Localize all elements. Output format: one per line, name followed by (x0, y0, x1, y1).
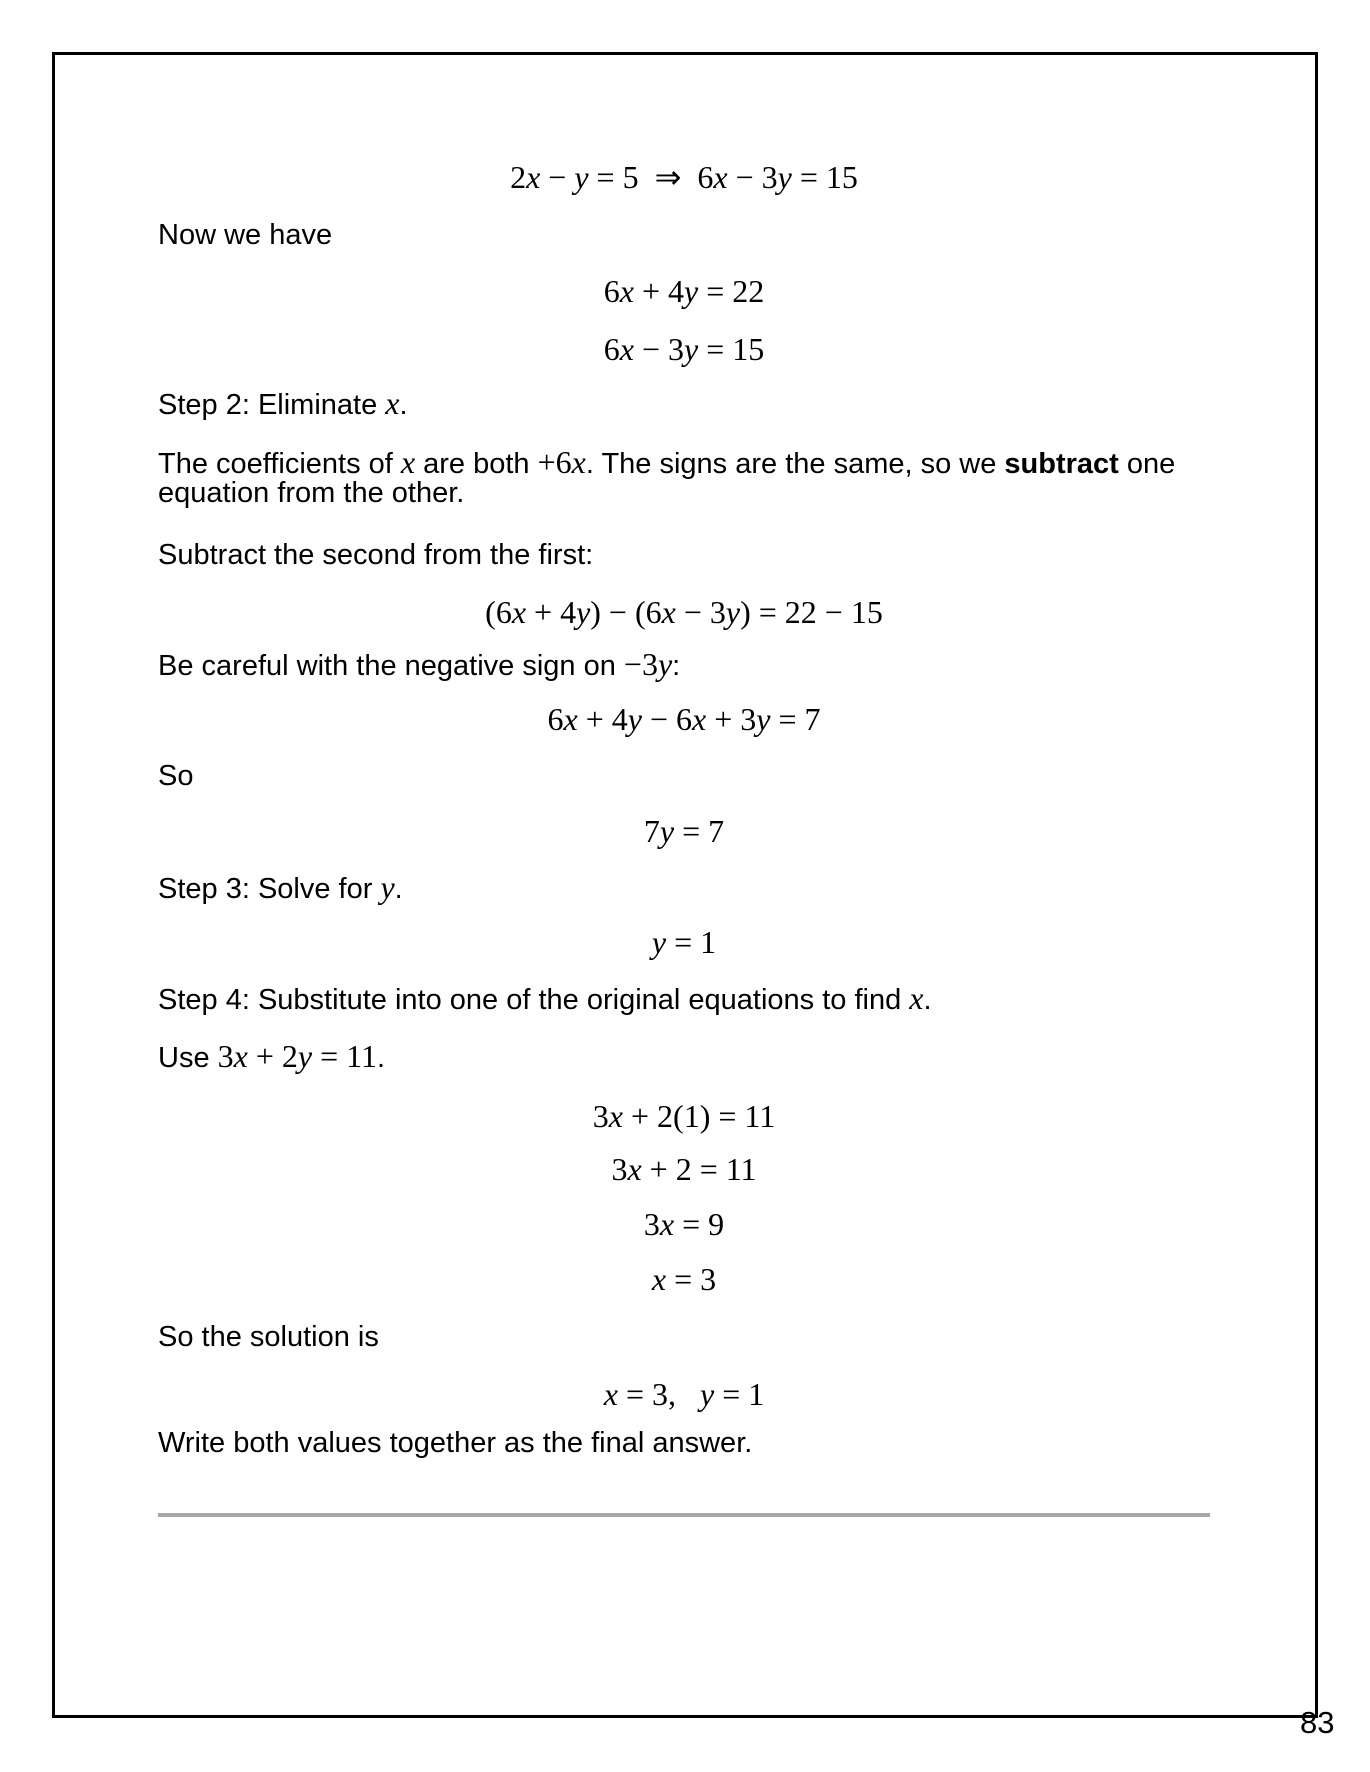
eq-system-2: 6x − 3y = 15 (603, 331, 765, 367)
careful-negative-sign: Be careful with the negative sign on −3y: (158, 646, 681, 682)
eq-final-solution: x = 3, y = 1 (603, 1376, 765, 1412)
step-3-heading: Step 3: Solve for y. (158, 869, 403, 905)
horizontal-rule (158, 1513, 1210, 1517)
step-4-heading: Step 4: Substitute into one of the original equations to find x. (158, 980, 932, 1016)
solution-intro: So the solution is (158, 1321, 379, 1353)
use-equation: Use 3x + 2y = 11. (158, 1038, 386, 1074)
coefficients-line-2: equation from the other. (158, 477, 465, 509)
eq-substitute-3: 3x = 9 (643, 1206, 725, 1242)
so-line: So (158, 760, 194, 792)
page-number: 83 (1300, 1705, 1335, 1740)
eq-scaled-equation: 2x − y = 5 ⇒ 6x − 3y = 15 (510, 159, 858, 195)
eq-subtraction: (6x + 4y) − (6x − 3y) = 22 − 15 (485, 594, 883, 630)
now-we-have: Now we have (158, 219, 333, 251)
eq-substitute-4: x = 3 (651, 1261, 717, 1297)
eq-system-1: 6x + 4y = 22 (603, 273, 765, 309)
coefficients-line-1: The coefficients of x are both +6x. The signs are the same, so we subtract one (158, 444, 1176, 480)
eq-substitute-2: 3x + 2 = 11 (611, 1151, 757, 1187)
subtract-instruction: Subtract the second from the first: (158, 539, 594, 571)
eq-substitute-1: 3x + 2(1) = 11 (592, 1098, 776, 1134)
eq-expanded: 6x + 4y − 6x + 3y = 7 (547, 701, 821, 737)
eq-7y-equals-7: 7y = 7 (643, 813, 725, 849)
step-2-heading: Step 2: Eliminate x. (158, 385, 408, 421)
document-content (158, 0, 1210, 1772)
eq-y-equals-1: y = 1 (651, 924, 717, 960)
final-answer-note: Write both values together as the final answer. (158, 1427, 753, 1459)
